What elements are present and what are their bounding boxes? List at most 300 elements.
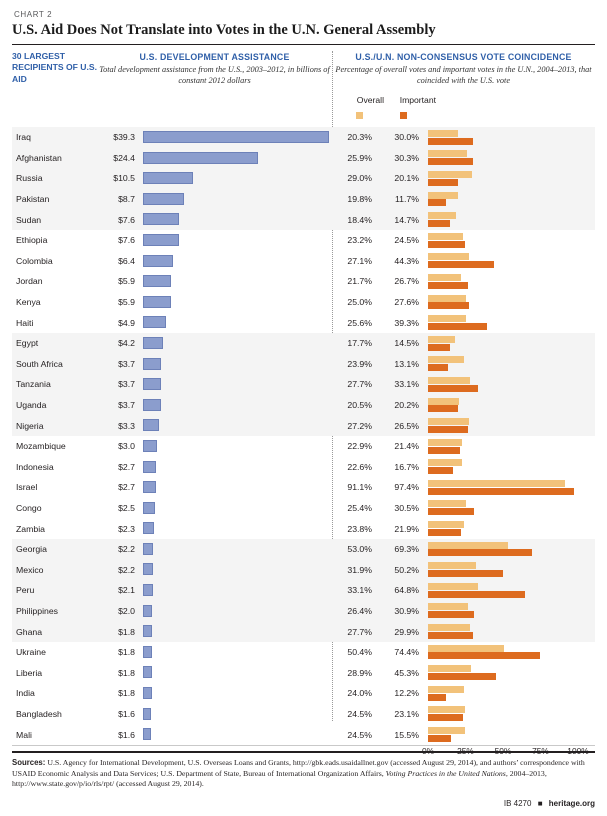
aid-bar [143, 193, 184, 205]
important-value: 24.5% [394, 235, 419, 246]
overall-value: 22.9% [347, 441, 372, 452]
country-label: Israel [16, 482, 38, 493]
aid-value: $2.0 [118, 605, 135, 616]
aid-bar [143, 708, 151, 720]
aid-bar-cell [143, 230, 332, 251]
important-value: 20.2% [394, 400, 419, 411]
overall-value: 27.2% [347, 420, 372, 431]
overall-bar [428, 253, 469, 260]
important-value: 50.2% [394, 564, 419, 575]
aid-bar-cell [143, 683, 332, 704]
table-row [12, 642, 595, 663]
overall-value: 27.7% [347, 379, 372, 390]
overall-bar [428, 583, 478, 590]
aid-value: $3.3 [118, 420, 135, 431]
vote-column-header [332, 51, 595, 87]
aid-bar-cell [143, 127, 332, 148]
overall-bar [428, 212, 456, 219]
vote-bars-cell [428, 148, 595, 169]
overall-bar [428, 603, 468, 610]
important-bar [428, 652, 540, 659]
important-bar [428, 426, 468, 433]
aid-bar [143, 152, 258, 164]
aid-bar [143, 461, 156, 473]
vote-bars-cell [428, 683, 595, 704]
aid-bar-cell [143, 189, 332, 210]
overall-bar [428, 727, 465, 734]
aid-value: $1.8 [118, 647, 135, 658]
overall-value: 23.8% [347, 523, 372, 534]
important-bar [428, 364, 448, 371]
country-label: Ghana [16, 626, 43, 637]
sources-italic: Voting Practices in the United Nations, [385, 768, 508, 778]
overall-bar [428, 274, 461, 281]
aid-value: $3.7 [118, 400, 135, 411]
vote-bars-cell [428, 724, 595, 745]
aid-bar [143, 563, 153, 575]
country-label: Bangladesh [16, 708, 62, 719]
table-row [12, 168, 595, 189]
aid-value: $5.9 [118, 297, 135, 308]
important-bar [428, 591, 525, 598]
aid-bar [143, 172, 193, 184]
aid-value: $2.3 [118, 523, 135, 534]
country-label: Jordan [16, 276, 43, 287]
overall-bar [428, 377, 470, 384]
important-bar [428, 467, 453, 474]
vote-bars-cell [428, 518, 595, 539]
overall-value: 19.8% [347, 194, 372, 205]
important-value: 69.3% [394, 544, 419, 555]
aid-value: $3.0 [118, 441, 135, 452]
important-bar [428, 447, 460, 454]
country-label: Mali [16, 729, 32, 740]
aid-bar [143, 131, 329, 143]
table-row [12, 415, 595, 436]
sources-body: U.S. Agency for International Development, U.S. Overseas Loans and Grants, http://gbk.eads.usaidallnet.gov (accessed August 29, 2014), and authors’ correspondence with USAID Economic Analysis and Data Services; U.S. Department of State, Bureau of International Organization Affairs, [12, 757, 585, 778]
aid-bar [143, 378, 161, 390]
country-label: India [16, 688, 35, 699]
table-row [12, 312, 595, 333]
important-bar [428, 714, 463, 721]
table-row [12, 724, 595, 745]
table-row [12, 683, 595, 704]
table-row [12, 539, 595, 560]
table-row [12, 662, 595, 683]
overall-bar [428, 542, 508, 549]
table-row [12, 498, 595, 519]
aid-bar-cell [143, 457, 332, 478]
important-value: 15.5% [394, 729, 419, 740]
aid-value: $2.5 [118, 502, 135, 513]
vote-bars-cell [428, 271, 595, 292]
country-label: Liberia [16, 667, 43, 678]
important-value: 45.3% [394, 667, 419, 678]
country-label: Congo [16, 502, 42, 513]
important-value: 33.1% [394, 379, 419, 390]
aid-value: $1.6 [118, 708, 135, 719]
overall-value: 53.0% [347, 544, 372, 555]
table-row [12, 374, 595, 395]
aid-bar-cell [143, 354, 332, 375]
important-bar [428, 138, 473, 145]
important-bar [428, 529, 461, 536]
overall-bar [428, 295, 466, 302]
table-row [12, 621, 595, 642]
table-row [12, 580, 595, 601]
overall-bar [428, 439, 462, 446]
aid-bar [143, 646, 152, 658]
vote-header-title: U.S./U.N. NON-CONSENSUS VOTE COINCIDENCE [355, 52, 572, 62]
overall-value: 26.4% [347, 605, 372, 616]
table-row [12, 333, 595, 354]
aid-bar-cell [143, 312, 332, 333]
vote-bars-cell [428, 333, 595, 354]
heritage-logo-icon: ■ [537, 799, 543, 808]
aid-bar [143, 419, 159, 431]
aid-bar-cell [143, 251, 332, 272]
aid-bar [143, 543, 153, 555]
important-bar [428, 179, 458, 186]
important-bar [428, 611, 474, 618]
table-row [12, 457, 595, 478]
aid-bar-cell [143, 559, 332, 580]
aid-bar [143, 522, 154, 534]
report-id: IB 4270 [503, 799, 532, 808]
table-row [12, 518, 595, 539]
sources-body2: 2004–2013, http://www.state.gov/p/io/rls/rpt/ (accessed August 29, 2014). [12, 768, 547, 789]
aid-bar [143, 275, 171, 287]
overall-value: 91.1% [347, 482, 372, 493]
country-label: Nigeria [16, 420, 44, 431]
overall-value: 22.6% [347, 461, 372, 472]
important-value: 21.9% [394, 523, 419, 534]
vote-bars-cell [428, 498, 595, 519]
table-row [12, 601, 595, 622]
aid-bar [143, 687, 152, 699]
overall-value: 24.5% [347, 708, 372, 719]
aid-value: $10.5 [113, 173, 135, 184]
table-row [12, 271, 595, 292]
overall-value: 20.3% [347, 132, 372, 143]
overall-bar [428, 150, 467, 157]
aid-value: $8.7 [118, 194, 135, 205]
overall-bar [428, 171, 472, 178]
aid-bar [143, 625, 152, 637]
aid-bar-cell [143, 374, 332, 395]
vote-bars-cell [428, 559, 595, 580]
country-label: Colombia [16, 255, 53, 266]
overall-value: 33.1% [347, 585, 372, 596]
aid-bar [143, 358, 161, 370]
important-bar [428, 302, 469, 309]
important-value: 74.4% [394, 647, 419, 658]
important-value: 30.5% [394, 502, 419, 513]
overall-bar [428, 706, 465, 713]
country-label: Egypt [16, 338, 39, 349]
aid-bar-cell [143, 209, 332, 230]
aid-bar-cell [143, 498, 332, 519]
important-bar [428, 488, 574, 495]
col-head-overall: Overall [356, 95, 384, 105]
overall-value: 21.7% [347, 276, 372, 287]
overall-value: 25.4% [347, 502, 372, 513]
vote-bars-cell [428, 662, 595, 683]
aid-bar-cell [143, 168, 332, 189]
country-label: Mexico [16, 564, 44, 575]
important-value: 13.1% [394, 358, 419, 369]
vote-bars-cell [428, 292, 595, 313]
vote-bars-cell [428, 436, 595, 457]
important-value: 20.1% [394, 173, 419, 184]
aid-value: $7.6 [118, 214, 135, 225]
important-bar [428, 508, 474, 515]
important-value: 29.9% [394, 626, 419, 637]
vote-bars-cell [428, 704, 595, 725]
country-label: Russia [16, 173, 43, 184]
aid-value: $3.7 [118, 358, 135, 369]
important-bar [428, 570, 503, 577]
overall-bar [428, 315, 466, 322]
aid-value: $5.9 [118, 276, 135, 287]
country-label: Pakistan [16, 194, 50, 205]
vote-bars-cell [428, 477, 595, 498]
aid-value: $6.4 [118, 255, 135, 266]
aid-value: $1.6 [118, 729, 135, 740]
vote-bars-cell [428, 312, 595, 333]
overall-bar [428, 500, 466, 507]
overall-bar [428, 192, 458, 199]
aid-bar-cell [143, 477, 332, 498]
important-bar [428, 158, 473, 165]
overall-value: 27.1% [347, 255, 372, 266]
aid-bar [143, 399, 161, 411]
aid-bar-cell [143, 395, 332, 416]
important-bar [428, 694, 446, 701]
important-bar [428, 735, 451, 742]
aid-bar [143, 605, 152, 617]
overall-bar [428, 521, 464, 528]
aid-value: $1.8 [118, 626, 135, 637]
col-head-important: Important [399, 95, 436, 105]
footer [12, 751, 595, 808]
country-label: Afghanistan [16, 152, 62, 163]
brand-label: heritage.org [548, 799, 595, 808]
important-value: 64.8% [394, 585, 419, 596]
sources-text [12, 758, 595, 790]
vote-bars-cell [428, 189, 595, 210]
vote-bars-cell [428, 168, 595, 189]
important-bar [428, 199, 446, 206]
aid-bar-cell [143, 601, 332, 622]
country-label: Zambia [16, 523, 45, 534]
aid-value: $3.7 [118, 379, 135, 390]
aid-value: $2.2 [118, 544, 135, 555]
important-value: 30.0% [394, 132, 419, 143]
important-bar [428, 282, 468, 289]
legend-overall [356, 110, 367, 120]
aid-bar-cell [143, 148, 332, 169]
footer-divider [12, 751, 595, 752]
table-row [12, 148, 595, 169]
aid-column-header [97, 51, 332, 87]
country-label: Tanzania [16, 379, 51, 390]
table-row [12, 292, 595, 313]
country-label: Iraq [16, 132, 31, 143]
country-label: Ukraine [16, 647, 46, 658]
aid-bar [143, 296, 171, 308]
aid-bar [143, 316, 166, 328]
aid-bar-cell [143, 642, 332, 663]
aid-value: $24.4 [113, 152, 135, 163]
overall-bar [428, 356, 464, 363]
important-bar [428, 549, 532, 556]
aid-bar-cell [143, 662, 332, 683]
overall-value: 20.5% [347, 400, 372, 411]
table-row [12, 354, 595, 375]
aid-bar-cell [143, 724, 332, 745]
vote-bars-cell [428, 354, 595, 375]
chart-number: CHART 2 [14, 10, 53, 19]
overall-value: 23.2% [347, 235, 372, 246]
aid-bar-cell [143, 704, 332, 725]
aid-header-subtitle: Total development assistance from the U.S., 2003–2012, in billions of constant 2012 dollars [99, 65, 330, 85]
table-row [12, 127, 595, 148]
overall-bar [428, 686, 464, 693]
aid-bar [143, 502, 155, 514]
country-label: South Africa [16, 358, 63, 369]
important-value: 97.4% [394, 482, 419, 493]
table-row [12, 209, 595, 230]
vote-header-subtitle: Percentage of overall votes and important votes in the U.N., 2004–2013, that coincided with the U.S. vote [335, 65, 592, 85]
overall-value: 28.9% [347, 667, 372, 678]
table-row [12, 477, 595, 498]
vote-bars-cell [428, 457, 595, 478]
overall-bar [428, 233, 463, 240]
table-row [12, 395, 595, 416]
aid-bar [143, 666, 152, 678]
overall-bar [428, 480, 565, 487]
important-value: 44.3% [394, 255, 419, 266]
important-value: 14.5% [394, 338, 419, 349]
aid-bar-cell [143, 415, 332, 436]
overall-value: 50.4% [347, 647, 372, 658]
aid-bar-cell [143, 436, 332, 457]
legend-swatch-important [400, 112, 407, 119]
aid-value: $2.7 [118, 482, 135, 493]
aid-bar-cell [143, 292, 332, 313]
overall-value: 23.9% [347, 358, 372, 369]
table-row [12, 251, 595, 272]
data-rows [12, 127, 595, 745]
aid-bar-cell [143, 539, 332, 560]
important-value: 30.3% [394, 152, 419, 163]
important-bar [428, 673, 496, 680]
vote-bars-cell [428, 374, 595, 395]
country-label: Ethiopia [16, 235, 48, 246]
aid-value: $7.6 [118, 235, 135, 246]
vote-bars-cell [428, 539, 595, 560]
country-label: Haiti [16, 317, 34, 328]
aid-value: $2.2 [118, 564, 135, 575]
overall-value: 18.4% [347, 214, 372, 225]
vote-bars-cell [428, 209, 595, 230]
table-row [12, 559, 595, 580]
important-bar [428, 261, 494, 268]
vote-bars-cell [428, 230, 595, 251]
table-row [12, 189, 595, 210]
aid-bar [143, 213, 179, 225]
overall-bar [428, 459, 462, 466]
important-value: 11.7% [395, 194, 419, 205]
legend-swatch-overall [356, 112, 363, 119]
vote-bars-cell [428, 127, 595, 148]
important-bar [428, 344, 450, 351]
country-label: Peru [16, 585, 35, 596]
important-bar [428, 632, 473, 639]
overall-bar [428, 645, 504, 652]
overall-bar [428, 418, 469, 425]
important-value: 26.7% [394, 276, 419, 287]
aid-bar-cell [143, 518, 332, 539]
overall-bar [428, 665, 471, 672]
vote-bars-cell [428, 395, 595, 416]
overall-value: 25.6% [347, 317, 372, 328]
aid-header-title: U.S. DEVELOPMENT ASSISTANCE [139, 52, 290, 62]
important-bar [428, 241, 465, 248]
aid-bar [143, 728, 151, 740]
aid-bar [143, 255, 173, 267]
aid-value: $1.8 [118, 667, 135, 678]
aid-value: $1.8 [118, 688, 135, 699]
important-bar [428, 385, 478, 392]
country-label: Georgia [16, 544, 47, 555]
overall-value: 25.0% [347, 297, 372, 308]
country-label: Kenya [16, 297, 41, 308]
aid-value: $2.1 [118, 585, 135, 596]
important-bar [428, 405, 458, 412]
important-value: 14.7% [394, 214, 419, 225]
page-title: U.S. Aid Does Not Translate into Votes in the U.N. General Assembly [12, 22, 595, 45]
country-label: Philippines [16, 605, 59, 616]
important-value: 27.6% [394, 297, 419, 308]
aid-bar [143, 234, 179, 246]
country-label: Indonesia [16, 461, 54, 472]
aid-bar [143, 584, 153, 596]
important-bar [428, 323, 487, 330]
aid-bar [143, 481, 156, 493]
aid-bar-cell [143, 621, 332, 642]
table-row [12, 230, 595, 251]
table-row [12, 704, 595, 725]
important-value: 23.1% [394, 708, 419, 719]
overall-bar [428, 624, 470, 631]
overall-value: 25.9% [347, 152, 372, 163]
legend-important [400, 110, 411, 120]
aid-bar-cell [143, 271, 332, 292]
overall-value: 31.9% [347, 564, 372, 575]
country-label: Sudan [16, 214, 42, 225]
aid-bar-cell [143, 580, 332, 601]
overall-bar [428, 562, 476, 569]
overall-bar [428, 336, 455, 343]
vote-bars-cell [428, 415, 595, 436]
footer-meta [12, 799, 595, 808]
vote-bars-cell [428, 621, 595, 642]
vote-bars-cell [428, 642, 595, 663]
vote-bars-cell [428, 251, 595, 272]
overall-value: 24.5% [347, 729, 372, 740]
